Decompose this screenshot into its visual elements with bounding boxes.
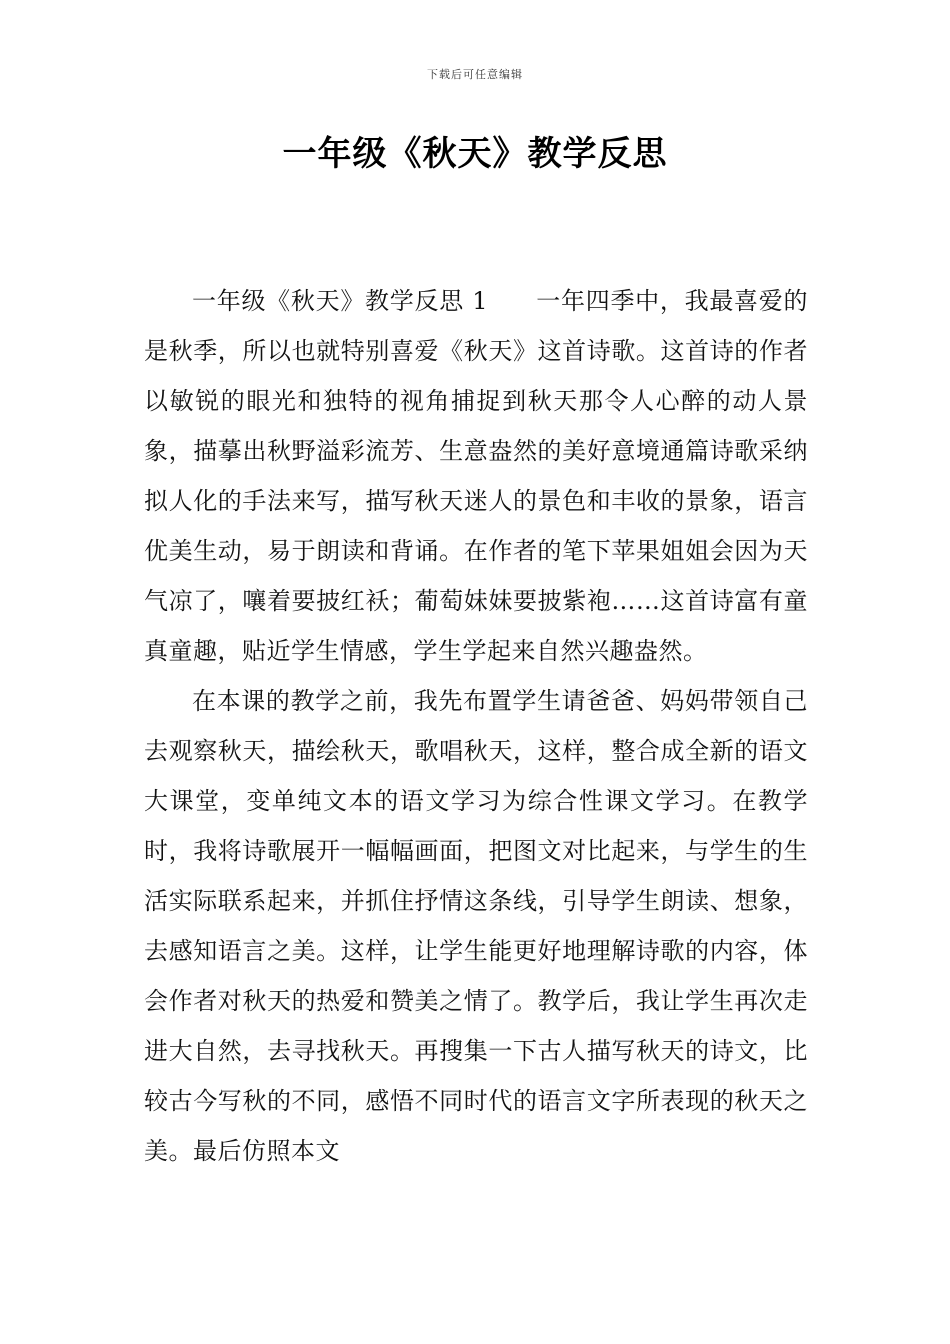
header-note: 下载后可任意编辑 [427, 68, 523, 81]
paragraph-1 [144, 276, 808, 676]
paragraph-1-text: 一年四季中，我最喜爱的是秋季，所以也就特别喜爱《秋天》这首诗歌。这首诗的作者以敏锐的眼光和独特的视角捕捉到秋天那令人心醉的动人景象，描摹出秋野溢彩流芳、生意盎然的美好意境通篇诗歌采纳拟人化的手法来写，描写秋天迷人的景色和丰收的景象，语言优美生动，易于朗读和背诵。在作者的笔下苹果姐姐会因为天气凉了，嚷着要披红袄；葡萄妹妹要披紫袍……这首诗富有童真童趣，贴近学生情感，学生学起来自然兴趣盎然。 [144, 287, 808, 665]
section-heading: 一年级《秋天》教学反思 1 [192, 287, 489, 315]
paragraph-2: 在本课的教学之前，我先布置学生请爸爸、妈妈带领自己去观察秋天，描绘秋天，歌唱秋天，这样，整合成全新的语文大课堂，变单纯文本的语文学习为综合性课文学习。在教学时，我将诗歌展开一幅幅画面，把图文对比起来，与学生的生活实际联系起来，并抓住抒情这条线，引导学生朗读、想象，去感知语言之美。这样，让学生能更好地理解诗歌的内容，体会作者对秋天的热爱和赞美之情了。教学后，我让学生再次走进大自然，去寻找秋天。再搜集一下古人描写秋天的诗文，比较古今写秋的不同，感悟不同时代的语言文字所表现的秋天之美。最后仿照本文 [144, 687, 808, 1165]
document-body [144, 276, 808, 1176]
page-title: 一年级《秋天》教学反思 [282, 134, 668, 174]
